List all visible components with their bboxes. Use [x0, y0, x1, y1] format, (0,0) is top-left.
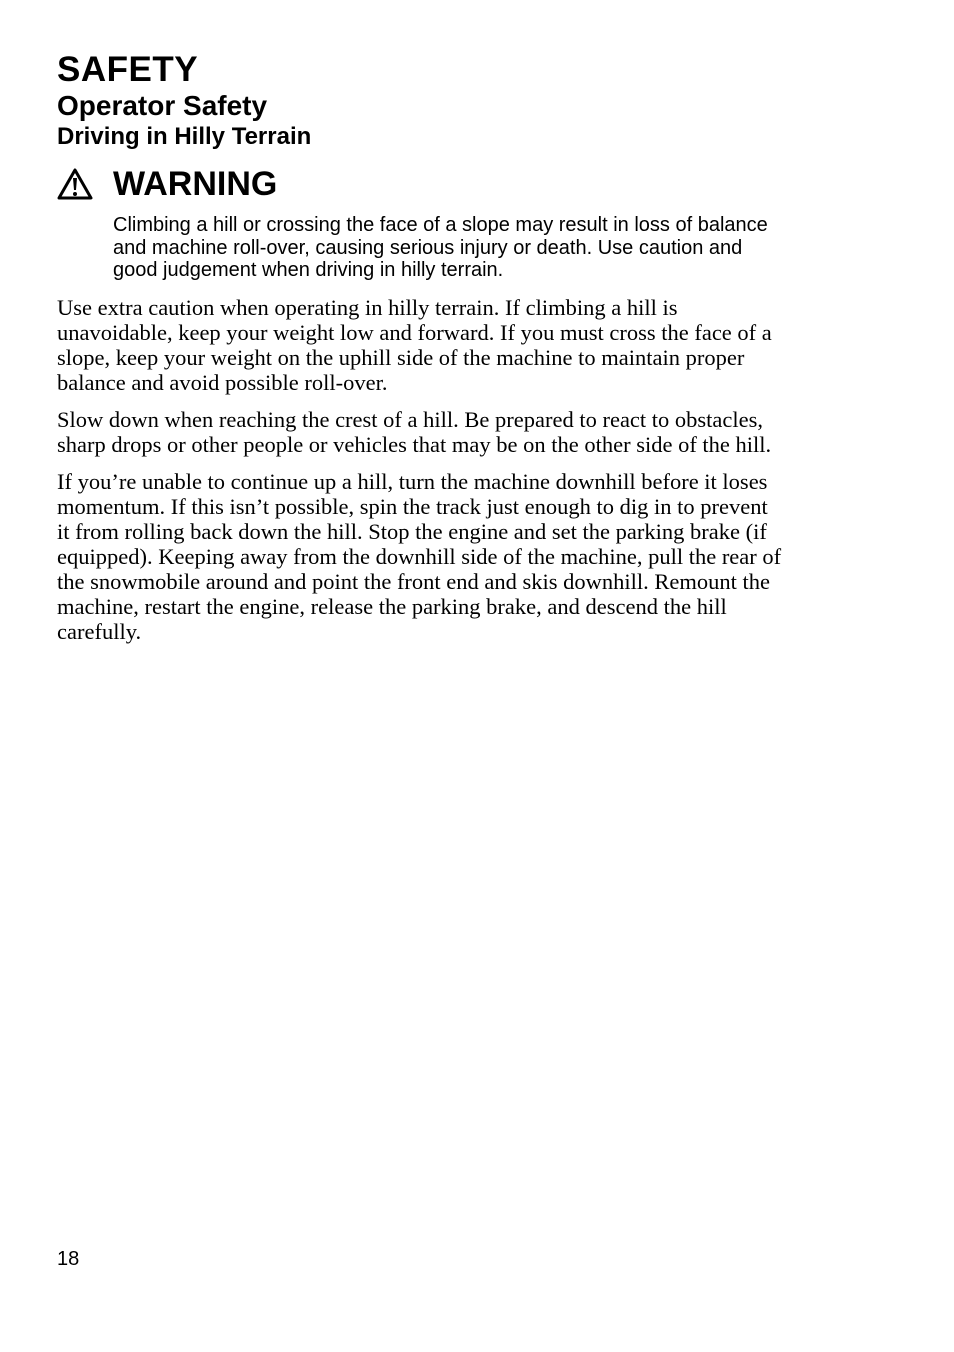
manual-page: [57, 50, 787, 644]
topic-title: Driving in Hilly Terrain: [57, 123, 312, 150]
warning-text: Climbing a hill or crossing the face of a slope may result in loss of balance and machine roll-over, causing serious injury or death. Use caution and good judgement when driving in hilly terrain.: [113, 214, 768, 281]
warning-header: [57, 164, 787, 204]
warning-triangle-icon: [57, 168, 93, 200]
warning-label: WARNING: [113, 165, 278, 203]
section-title: SAFETY: [57, 50, 199, 89]
body-paragraph: Use extra caution when operating in hilly terrain. If climbing a hill is unavoidable, keep your weight low and forward. If you must cross the face of a slope, keep your weight on the uphill side of the machine to maintain proper balance and avoid possible roll-over.: [57, 294, 772, 395]
body-paragraph: Slow down when reaching the crest of a hill. Be prepared to react to obstacles, sharp drops or other people or vehicles that may be on the other side of the hill.: [57, 406, 772, 457]
subsection-title: Operator Safety: [57, 90, 268, 121]
body-paragraph: If you’re unable to continue up a hill, turn the machine downhill before it loses momentum. If this isn’t possible, spin the track just enough to dig in to prevent it from rolling back down the hill. Stop the engine and set the parking brake (if equipped). Keeping away from the downhill side of the machine, pull the rear of the snowmobile around and point the front end and skis downhill. Remount the machine, restart the engine, release the parking brake, and descend the hill carefully.: [57, 468, 782, 644]
page-number: 18: [57, 1248, 80, 1270]
